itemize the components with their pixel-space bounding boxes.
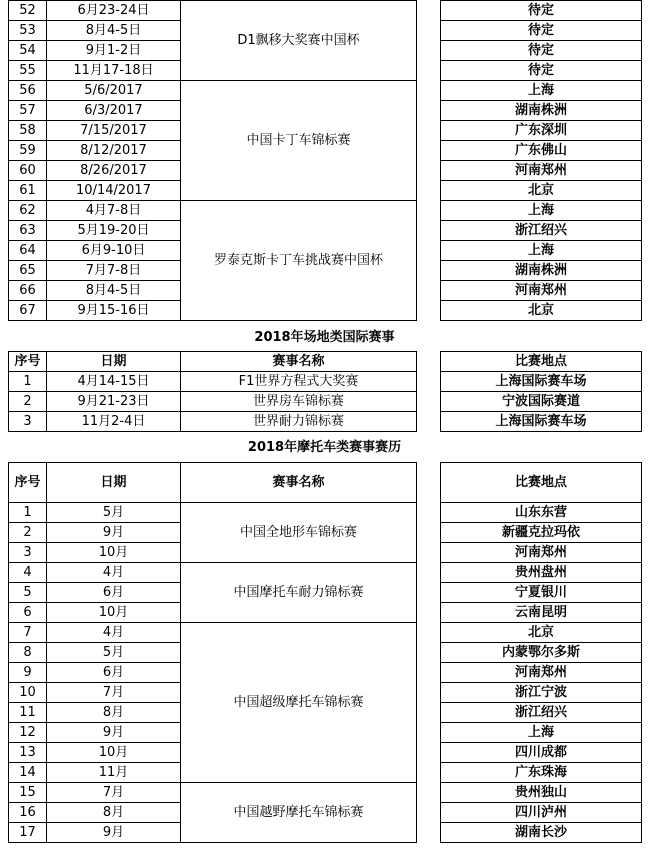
table-row xyxy=(9,1,642,21)
row-location: 湖南长沙 xyxy=(441,823,642,843)
row-number: 60 xyxy=(9,161,47,181)
row-number: 1 xyxy=(9,372,47,392)
row-date: 11月17-18日 xyxy=(47,61,181,81)
row-location: 浙江绍兴 xyxy=(441,703,642,723)
event-name: 中国全地形车锦标赛 xyxy=(181,503,417,563)
row-number: 63 xyxy=(9,221,47,241)
venue-section-title: 2018年场地类国际赛事 xyxy=(254,330,395,345)
table-header-row xyxy=(9,352,642,372)
table-row xyxy=(9,392,642,412)
row-number: 65 xyxy=(9,261,47,281)
header-date: 日期 xyxy=(47,463,181,503)
row-location: 上海国际赛车场 xyxy=(441,372,642,392)
row-number: 5 xyxy=(9,583,47,603)
row-number: 56 xyxy=(9,81,47,101)
table-row xyxy=(9,372,642,392)
row-location: 北京 xyxy=(441,181,642,201)
event-name: D1飘移大奖赛中国杯 xyxy=(181,1,417,81)
row-number: 17 xyxy=(9,823,47,843)
row-location: 广东深圳 xyxy=(441,121,642,141)
row-date: 10月 xyxy=(47,743,181,763)
column-separator xyxy=(417,463,441,503)
event-name: 中国越野摩托车锦标赛 xyxy=(181,783,417,843)
venue-international-table xyxy=(8,351,642,432)
row-number: 12 xyxy=(9,723,47,743)
row-number: 67 xyxy=(9,301,47,321)
column-separator xyxy=(417,623,441,783)
row-number: 54 xyxy=(9,41,47,61)
row-location: 广东佛山 xyxy=(441,141,642,161)
row-date: 8/12/2017 xyxy=(47,141,181,161)
header-event: 赛事名称 xyxy=(181,352,417,372)
row-date: 8月 xyxy=(47,703,181,723)
row-number: 57 xyxy=(9,101,47,121)
row-date: 10月 xyxy=(47,543,181,563)
row-number: 62 xyxy=(9,201,47,221)
row-date: 4月 xyxy=(47,563,181,583)
row-location: 待定 xyxy=(441,41,642,61)
row-location: 贵州独山 xyxy=(441,783,642,803)
row-number: 53 xyxy=(9,21,47,41)
row-number: 14 xyxy=(9,763,47,783)
row-location: 贵州盘州 xyxy=(441,563,642,583)
header-date: 日期 xyxy=(47,352,181,372)
row-location: 待定 xyxy=(441,21,642,41)
row-location: 云南昆明 xyxy=(441,603,642,623)
row-number: 1 xyxy=(9,503,47,523)
event-name: 世界耐力锦标赛 xyxy=(181,412,417,432)
moto-section-title: 2018年摩托车类赛事赛历 xyxy=(247,440,402,455)
row-date: 8月4-5日 xyxy=(47,21,181,41)
column-separator xyxy=(417,1,441,81)
row-date: 11月 xyxy=(47,763,181,783)
table-row xyxy=(9,563,642,583)
column-separator xyxy=(417,201,441,321)
row-location: 上海 xyxy=(441,201,642,221)
row-date: 9月21-23日 xyxy=(47,392,181,412)
event-name: 罗泰克斯卡丁车挑战赛中国杯 xyxy=(181,201,417,321)
row-date: 7/15/2017 xyxy=(47,121,181,141)
row-number: 4 xyxy=(9,563,47,583)
row-number: 2 xyxy=(9,392,47,412)
row-location: 北京 xyxy=(441,623,642,643)
event-name: F1世界方程式大奖赛 xyxy=(181,372,417,392)
header-event: 赛事名称 xyxy=(181,463,417,503)
row-location: 山东东营 xyxy=(441,503,642,523)
event-name: 中国超级摩托车锦标赛 xyxy=(181,623,417,783)
table-row xyxy=(9,412,642,432)
row-location: 浙江宁波 xyxy=(441,683,642,703)
table-row xyxy=(9,81,642,101)
row-date: 4月14-15日 xyxy=(47,372,181,392)
row-number: 11 xyxy=(9,703,47,723)
row-location: 河南郑州 xyxy=(441,281,642,301)
row-location: 河南郑州 xyxy=(441,543,642,563)
row-date: 5月 xyxy=(47,643,181,663)
row-date: 4月 xyxy=(47,623,181,643)
row-number: 59 xyxy=(9,141,47,161)
row-location: 上海 xyxy=(441,81,642,101)
row-date: 5月 xyxy=(47,503,181,523)
header-location: 比赛地点 xyxy=(441,463,642,503)
row-number: 13 xyxy=(9,743,47,763)
row-number: 16 xyxy=(9,803,47,823)
column-separator xyxy=(417,503,441,563)
row-number: 58 xyxy=(9,121,47,141)
row-date: 9月 xyxy=(47,723,181,743)
row-date: 11月2-4日 xyxy=(47,412,181,432)
row-date: 5月19-20日 xyxy=(47,221,181,241)
row-number: 3 xyxy=(9,543,47,563)
table-row xyxy=(9,503,642,523)
event-name: 中国卡丁车锦标赛 xyxy=(181,81,417,201)
row-date: 5/6/2017 xyxy=(47,81,181,101)
row-date: 10/14/2017 xyxy=(47,181,181,201)
motorcycle-schedule-table xyxy=(8,462,642,843)
row-date: 10月 xyxy=(47,603,181,623)
row-number: 61 xyxy=(9,181,47,201)
column-separator xyxy=(417,412,441,432)
row-date: 7月7-8日 xyxy=(47,261,181,281)
row-date: 6/3/2017 xyxy=(47,101,181,121)
row-location: 广东珠海 xyxy=(441,763,642,783)
event-name: 世界房车锦标赛 xyxy=(181,392,417,412)
table-header-row xyxy=(9,463,642,503)
row-location: 内蒙鄂尔多斯 xyxy=(441,643,642,663)
row-date: 9月 xyxy=(47,823,181,843)
row-date: 6月9-10日 xyxy=(47,241,181,261)
row-number: 15 xyxy=(9,783,47,803)
table-row xyxy=(9,201,642,221)
row-date: 7月 xyxy=(47,783,181,803)
row-location: 宁夏银川 xyxy=(441,583,642,603)
row-location: 上海 xyxy=(441,723,642,743)
row-date: 4月7-8日 xyxy=(47,201,181,221)
row-date: 6月23-24日 xyxy=(47,1,181,21)
row-number: 8 xyxy=(9,643,47,663)
row-location: 宁波国际赛道 xyxy=(441,392,642,412)
table-row xyxy=(9,783,642,803)
row-date: 9月1-2日 xyxy=(47,41,181,61)
row-number: 10 xyxy=(9,683,47,703)
row-location: 河南郑州 xyxy=(441,161,642,181)
header-number: 序号 xyxy=(9,352,47,372)
row-location: 湖南株洲 xyxy=(441,261,642,281)
row-location: 湖南株洲 xyxy=(441,101,642,121)
row-date: 8月4-5日 xyxy=(47,281,181,301)
row-number: 3 xyxy=(9,412,47,432)
row-location: 待定 xyxy=(441,61,642,81)
column-separator xyxy=(417,352,441,372)
row-date: 6月 xyxy=(47,583,181,603)
row-location: 上海 xyxy=(441,241,642,261)
row-date: 9月 xyxy=(47,523,181,543)
row-location: 待定 xyxy=(441,1,642,21)
row-location: 北京 xyxy=(441,301,642,321)
row-location: 新疆克拉玛依 xyxy=(441,523,642,543)
header-location: 比赛地点 xyxy=(441,352,642,372)
row-date: 6月 xyxy=(47,663,181,683)
row-location: 上海国际赛车场 xyxy=(441,412,642,432)
row-number: 7 xyxy=(9,623,47,643)
row-location: 四川成都 xyxy=(441,743,642,763)
row-number: 66 xyxy=(9,281,47,301)
column-separator xyxy=(417,392,441,412)
row-number: 52 xyxy=(9,1,47,21)
column-separator xyxy=(417,372,441,392)
column-separator xyxy=(417,783,441,843)
row-number: 55 xyxy=(9,61,47,81)
row-date: 8/26/2017 xyxy=(47,161,181,181)
header-number: 序号 xyxy=(9,463,47,503)
row-date: 9月15-16日 xyxy=(47,301,181,321)
table-row xyxy=(9,623,642,643)
row-date: 8月 xyxy=(47,803,181,823)
row-number: 9 xyxy=(9,663,47,683)
event-name: 中国摩托车耐力锦标赛 xyxy=(181,563,417,623)
column-separator xyxy=(417,563,441,623)
row-location: 河南郑州 xyxy=(441,663,642,683)
kart-drift-schedule-table xyxy=(8,0,642,321)
row-location: 浙江绍兴 xyxy=(441,221,642,241)
row-number: 64 xyxy=(9,241,47,261)
column-separator xyxy=(417,81,441,201)
row-date: 7月 xyxy=(47,683,181,703)
row-number: 6 xyxy=(9,603,47,623)
row-number: 2 xyxy=(9,523,47,543)
row-location: 四川泸州 xyxy=(441,803,642,823)
